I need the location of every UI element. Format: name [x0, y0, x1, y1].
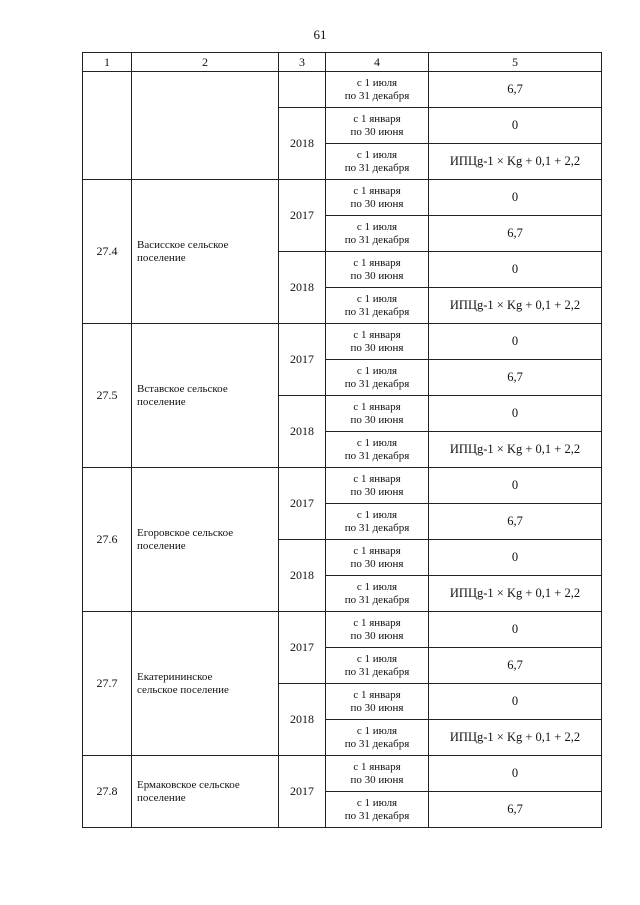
settlement-name-line: Васисское сельское	[137, 238, 229, 251]
row-number-cell: 27.7	[83, 612, 132, 756]
period-cell	[326, 648, 429, 684]
period-cell	[326, 108, 429, 144]
value-cell: ИПЦg-1 × Kg + 0,1 + 2,2	[429, 288, 602, 324]
period-end: по 31 декабря	[344, 809, 410, 822]
column-header-1: 1	[83, 53, 132, 72]
settlement-name-cell	[132, 72, 279, 180]
settlement-name-cell	[132, 324, 279, 468]
settlement-name-line: поселение	[137, 791, 186, 804]
settlement-name-line: Егоровское сельское	[137, 526, 234, 539]
period-end: по 30 июня	[350, 773, 404, 786]
value-cell: 0	[429, 396, 602, 432]
period-end: по 30 июня	[350, 413, 404, 426]
period-start: с 1 июля	[356, 148, 398, 161]
settlement-name-line: Ермаковское сельское	[137, 778, 240, 791]
value-cell: 6,7	[429, 648, 602, 684]
row-number-cell: 27.5	[83, 324, 132, 468]
period-cell	[326, 252, 429, 288]
value-cell: ИПЦg-1 × Kg + 0,1 + 2,2	[429, 720, 602, 756]
period-start: с 1 января	[353, 544, 401, 557]
period-cell	[326, 72, 429, 108]
period-start: с 1 июля	[356, 436, 398, 449]
period-cell	[326, 576, 429, 612]
period-cell	[326, 180, 429, 216]
period-cell	[326, 540, 429, 576]
year-cell: 2018	[279, 684, 326, 756]
period-end: по 31 декабря	[344, 665, 410, 678]
period-start: с 1 июля	[356, 220, 398, 233]
settlement-name-line: поселение	[137, 539, 186, 552]
period-start: с 1 июля	[356, 580, 398, 593]
period-cell	[326, 288, 429, 324]
period-cell	[326, 756, 429, 792]
period-start: с 1 января	[353, 688, 401, 701]
period-start: с 1 июля	[356, 76, 398, 89]
period-start: с 1 января	[353, 256, 401, 269]
value-cell: 0	[429, 252, 602, 288]
year-cell: 2017	[279, 468, 326, 540]
settlement-name-cell	[132, 756, 279, 828]
year-cell: 2017	[279, 756, 326, 828]
period-start: с 1 января	[353, 184, 401, 197]
table-header-row	[83, 53, 602, 72]
period-end: по 30 июня	[350, 341, 404, 354]
period-start: с 1 июля	[356, 292, 398, 305]
value-cell: 6,7	[429, 792, 602, 828]
settlement-name-line: Вставское сельское	[137, 382, 228, 395]
period-end: по 30 июня	[350, 557, 404, 570]
page-number: 61	[313, 27, 327, 42]
column-header-4: 4	[326, 53, 429, 72]
column-header-3: 3	[279, 53, 326, 72]
period-end: по 31 декабря	[344, 233, 410, 246]
period-cell	[326, 324, 429, 360]
row-number-cell: 27.8	[83, 756, 132, 828]
value-cell: ИПЦg-1 × Kg + 0,1 + 2,2	[429, 144, 602, 180]
period-end: по 30 июня	[350, 269, 404, 282]
year-cell: 2017	[279, 612, 326, 684]
column-header-5: 5	[429, 53, 602, 72]
settlement-name-line: поселение	[137, 251, 186, 264]
value-cell: 6,7	[429, 360, 602, 396]
period-cell	[326, 360, 429, 396]
settlement-name-cell	[132, 468, 279, 612]
value-cell: 6,7	[429, 72, 602, 108]
period-cell	[326, 396, 429, 432]
period-cell	[326, 792, 429, 828]
table-row	[83, 468, 602, 504]
year-cell: 2017	[279, 180, 326, 252]
settlement-name-line: сельское поселение	[137, 683, 229, 696]
row-number-cell: 27.4	[83, 180, 132, 324]
period-start: с 1 июля	[356, 796, 398, 809]
period-end: по 31 декабря	[344, 89, 410, 102]
period-start: с 1 января	[353, 760, 401, 773]
tariff-table	[82, 52, 602, 828]
period-start: с 1 января	[353, 616, 401, 629]
row-number-cell: 27.6	[83, 468, 132, 612]
row-number-cell	[83, 72, 132, 180]
value-cell: 0	[429, 108, 602, 144]
year-cell: 2018	[279, 540, 326, 612]
value-cell: 6,7	[429, 216, 602, 252]
table-row	[83, 72, 602, 108]
year-cell	[279, 72, 326, 108]
period-cell	[326, 216, 429, 252]
period-start: с 1 января	[353, 472, 401, 485]
settlement-name-cell	[132, 612, 279, 756]
period-cell	[326, 612, 429, 648]
period-end: по 31 декабря	[344, 521, 410, 534]
value-cell: 6,7	[429, 504, 602, 540]
year-cell: 2018	[279, 252, 326, 324]
period-end: по 31 декабря	[344, 737, 410, 750]
period-cell	[326, 468, 429, 504]
value-cell: 0	[429, 180, 602, 216]
value-cell: 0	[429, 468, 602, 504]
value-cell: 0	[429, 684, 602, 720]
year-cell: 2018	[279, 108, 326, 180]
settlement-name-line: Екатерининское	[137, 670, 213, 683]
period-start: с 1 января	[353, 400, 401, 413]
period-start: с 1 июля	[356, 724, 398, 737]
period-end: по 30 июня	[350, 125, 404, 138]
table-row	[83, 324, 602, 360]
table-row	[83, 756, 602, 792]
table-row	[83, 612, 602, 648]
period-cell	[326, 144, 429, 180]
value-cell: 0	[429, 756, 602, 792]
year-cell: 2018	[279, 396, 326, 468]
value-cell: 0	[429, 324, 602, 360]
settlement-name-line: поселение	[137, 395, 186, 408]
period-end: по 31 декабря	[344, 305, 410, 318]
period-start: с 1 января	[353, 112, 401, 125]
period-start: с 1 июля	[356, 508, 398, 521]
value-cell: ИПЦg-1 × Kg + 0,1 + 2,2	[429, 576, 602, 612]
period-end: по 30 июня	[350, 629, 404, 642]
column-header-2: 2	[132, 53, 279, 72]
year-cell: 2017	[279, 324, 326, 396]
period-end: по 30 июня	[350, 485, 404, 498]
period-end: по 30 июня	[350, 701, 404, 714]
value-cell: 0	[429, 540, 602, 576]
value-cell: 0	[429, 612, 602, 648]
period-end: по 31 декабря	[344, 593, 410, 606]
table-row	[83, 180, 602, 216]
period-cell	[326, 720, 429, 756]
period-cell	[326, 504, 429, 540]
period-end: по 31 декабря	[344, 377, 410, 390]
settlement-name-cell	[132, 180, 279, 324]
period-end: по 30 июня	[350, 197, 404, 210]
value-cell: ИПЦg-1 × Kg + 0,1 + 2,2	[429, 432, 602, 468]
period-start: с 1 июля	[356, 652, 398, 665]
period-cell	[326, 432, 429, 468]
period-start: с 1 июля	[356, 364, 398, 377]
period-end: по 31 декабря	[344, 161, 410, 174]
period-end: по 31 декабря	[344, 449, 410, 462]
period-start: с 1 января	[353, 328, 401, 341]
period-cell	[326, 684, 429, 720]
